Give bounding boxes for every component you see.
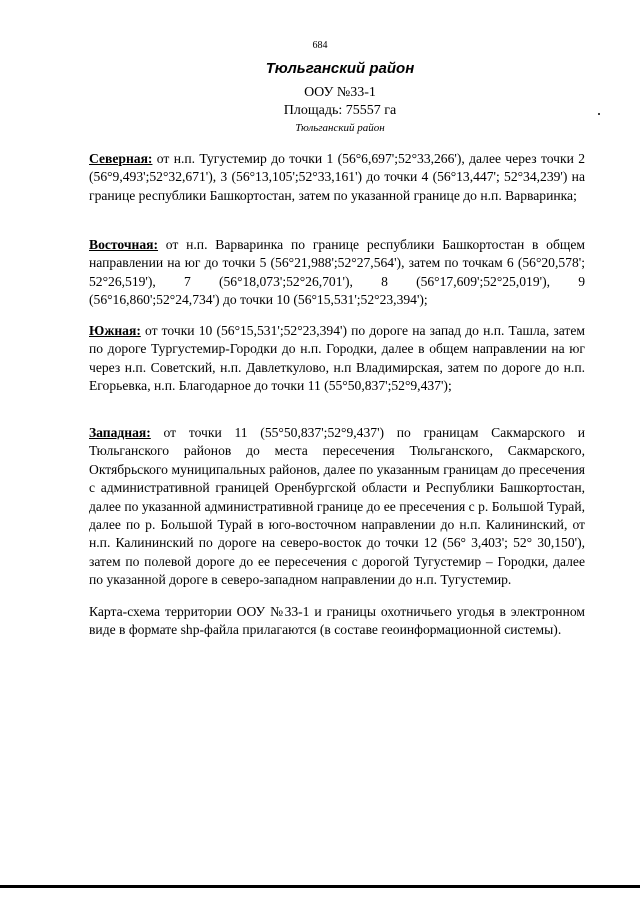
- east-boundary-heading: Восточная:: [89, 237, 159, 252]
- west-boundary-paragraph: [89, 424, 585, 590]
- hunting-ground-code: ООУ №33-1: [304, 85, 376, 100]
- area-text: Площадь: 75557 га: [283, 103, 397, 118]
- east-boundary-paragraph: [89, 236, 585, 310]
- south-boundary-text: от точки 10 (56°15,531';52°23,394') по дороге на запад до н.п. Ташла, затем по дороге Тургустемир-Городки до н.п. Городки, далее в общем направлении на юг через н.п. Советский, н.п. Давлеткулово, н.п Владимирская, затем по дороге до н.п. Егорьевка, н.п. Благодарное до точки 11 (55°50,837';52°9,437');: [89, 323, 585, 394]
- page-number: 684: [312, 40, 328, 51]
- north-boundary-paragraph: [89, 150, 585, 205]
- east-boundary-text: от н.п. Варваринка по границе республики Башкортостан в общем направлении на юг до точки 5 (56°21,988';52°27,564'), затем по точкам 6 (56°20,578'; 52°26,519'), 7 (56°18,073';52°26,701'), 8 (56°17,609';52°25,019'), 9 (56°16,860';52°24,734') до точки 10 (56°15,531';52°23,394');: [89, 237, 585, 308]
- district-subtitle: Тюльганский район: [295, 122, 385, 134]
- scan-speck: [598, 113, 600, 115]
- district-title: Тюльганский район: [265, 60, 415, 77]
- west-boundary-text: от точки 11 (55°50,837';52°9,437') по границам Сакмарского и Тюльганского районов до места пересечения Тюльганского, Сакмарского, Октябрьского муниципальных районов, далее по указанным границам до пресечения с административной границей Оренбургской области и Республики Башкортостан, далее по указанной административной границе до ее пресечения с р. Большой Турай, далее по р. Большой Турай в юго-восточном направлении до н.п. Калининский, от н.п. Калининский по дороге на северо-восток до точки 12 (56° 3,403'; 52° 30,150'), затем по полевой дороге до ее пересечения с дорогой Тугустемир – Городки, далее по указанной дороге в северо-западном направлении до н.п. Тугустемир.: [89, 425, 585, 588]
- south-boundary-paragraph: [89, 322, 585, 396]
- map-note-paragraph: Карта-схема территории ООУ №33-1 и границы охотничьего угодья в электронном виде в формате shp-файла прилагаются (в составе геоинформационной системы).: [89, 604, 585, 638]
- bottom-rule: [0, 885, 640, 888]
- north-boundary-text: от н.п. Тугустемир до точки 1 (56°6,697';52°33,266'), далее через точки 2 (56°9,493';52°32,671'), 3 (56°13,105';52°33,161') до точки 4 (56°13,447'; 52°34,239') на границе республики Башкортостан, затем по указанной границе до н.п. Варваринка;: [89, 151, 585, 203]
- north-boundary-heading: Северная:: [89, 151, 153, 166]
- south-boundary-heading: Южная:: [89, 323, 141, 338]
- west-boundary-heading: Западная:: [89, 425, 151, 440]
